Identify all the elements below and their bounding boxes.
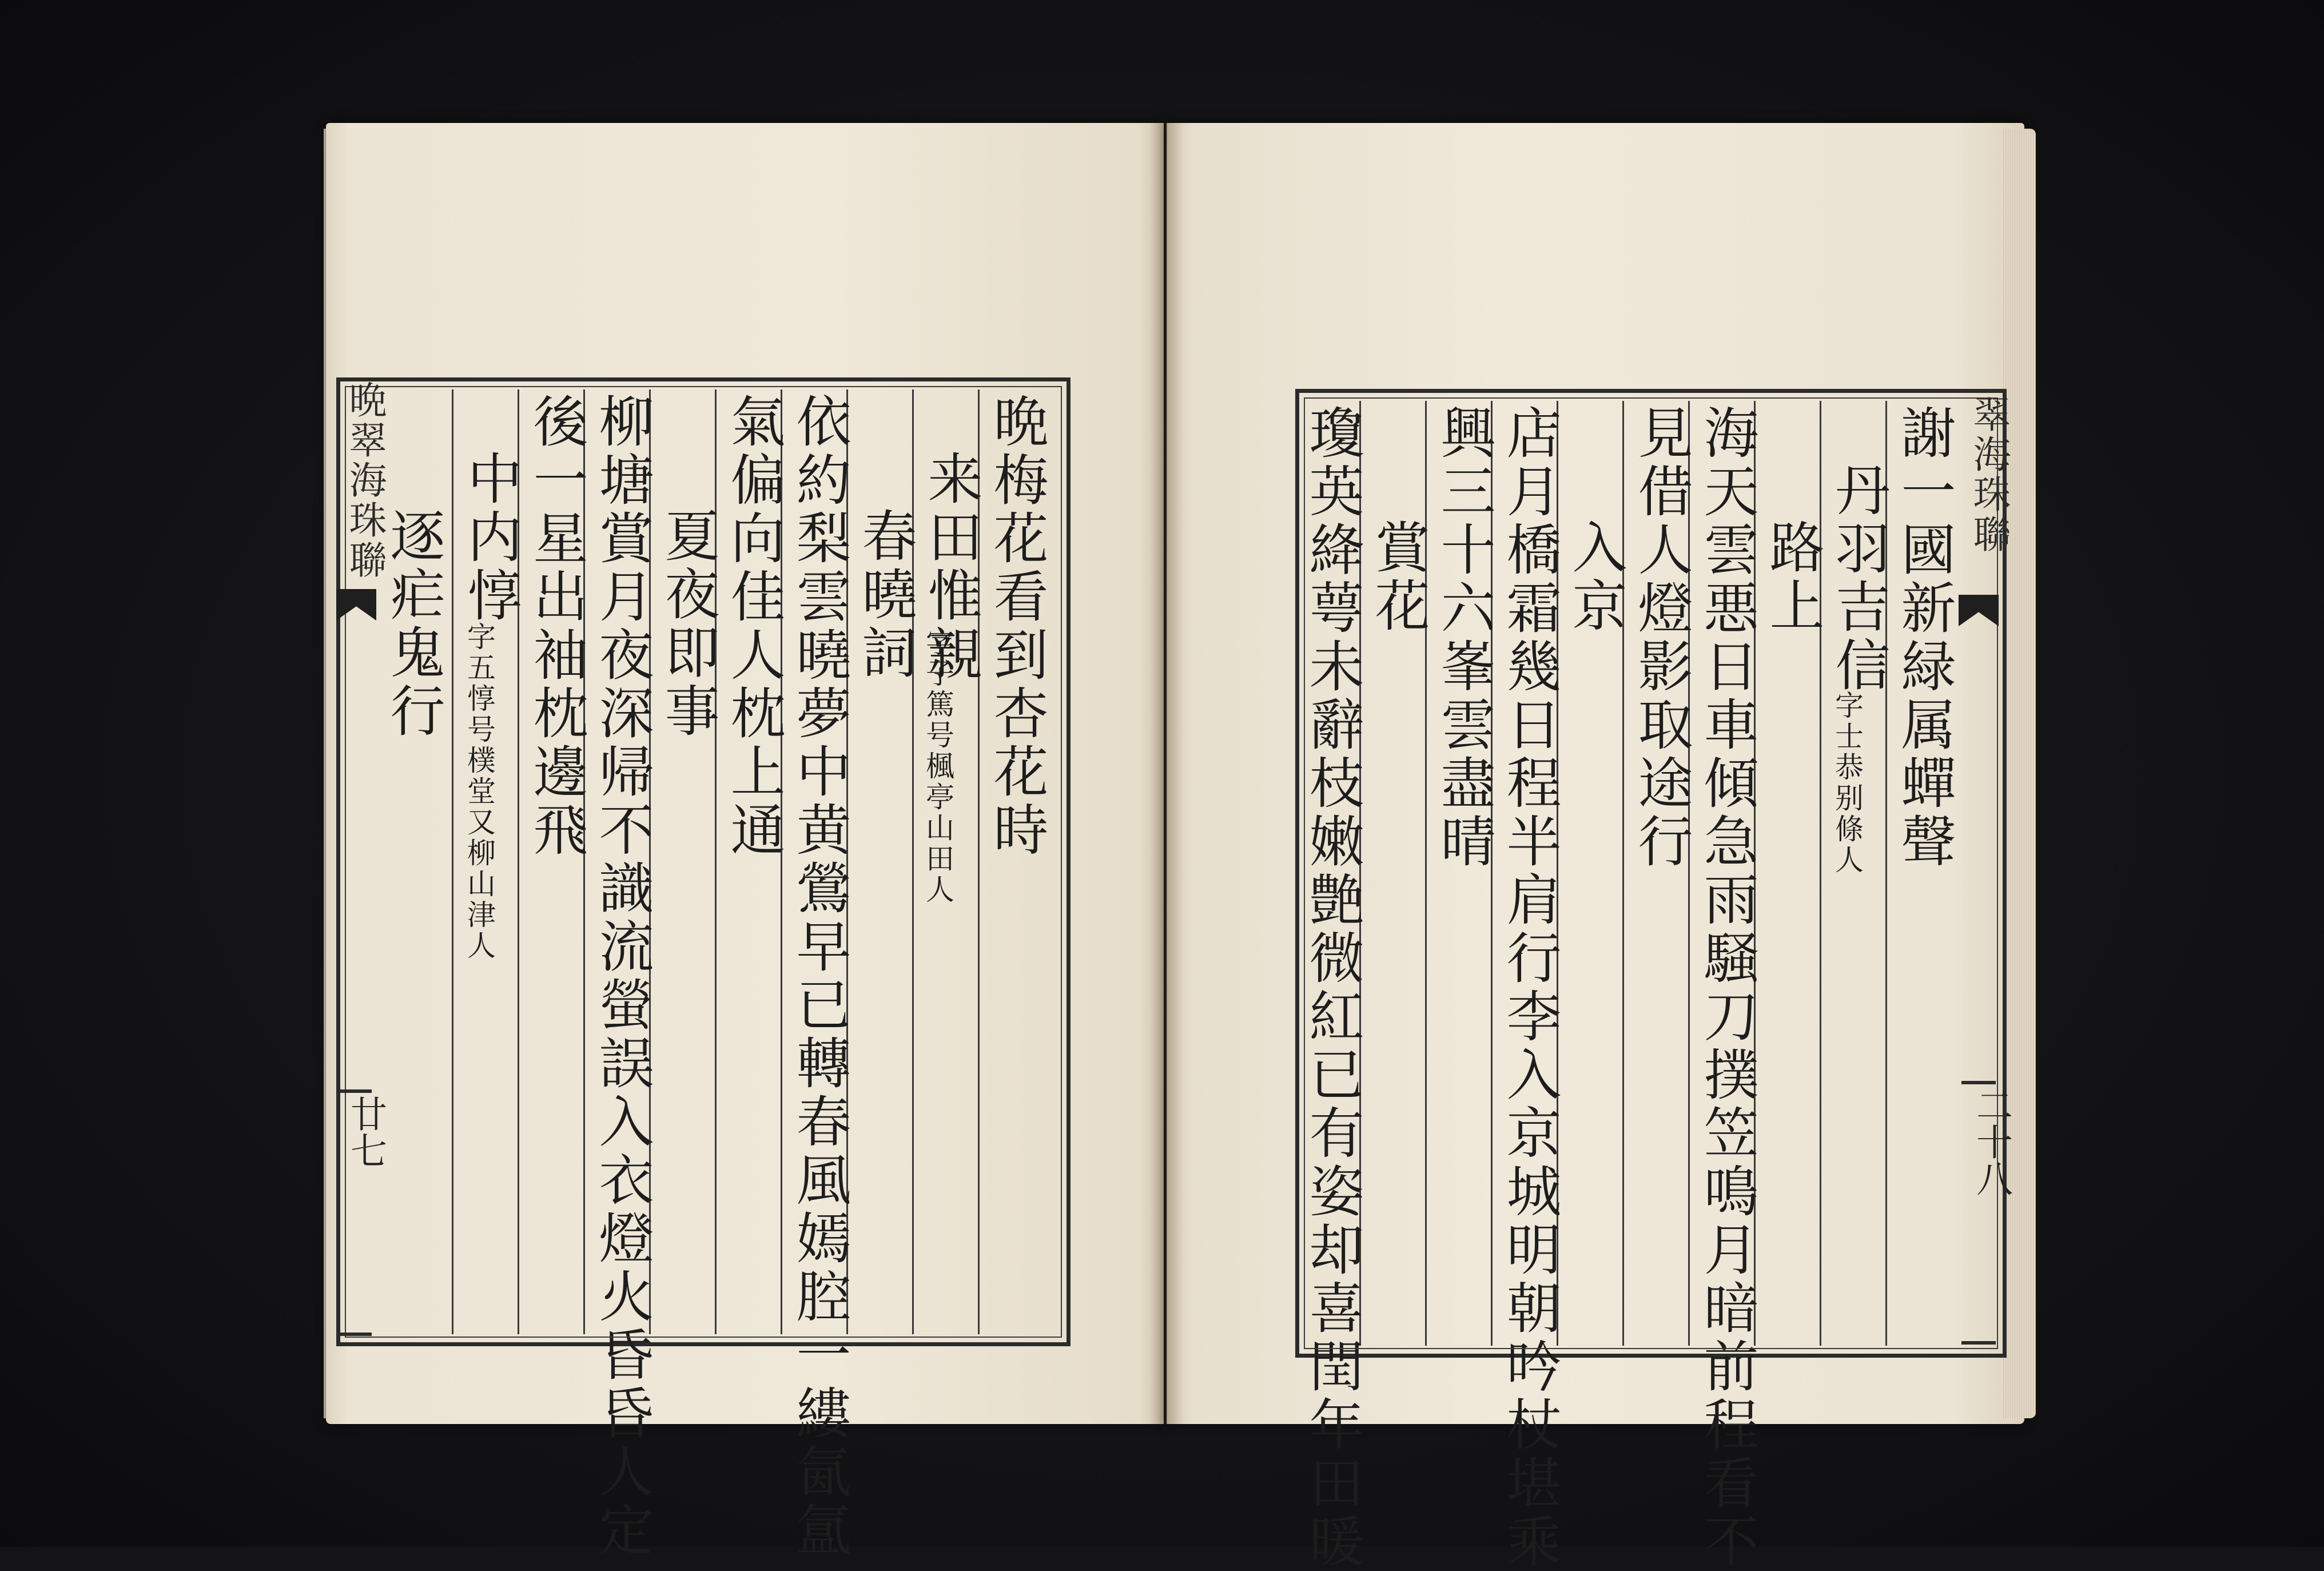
left-margin-title: 晩翠海珠聯: [343, 380, 387, 580]
column-rule: [1688, 401, 1690, 1346]
column-rule: [781, 389, 782, 1334]
column-rule: [978, 389, 980, 1334]
right-text-frame: [1295, 389, 2007, 1571]
author-note: 字士恭别條人: [1830, 690, 1864, 876]
poem-title: 夏夜即事: [656, 507, 720, 741]
text-column-5: 見借人燈影取途行: [1629, 404, 1693, 871]
column-rule: [649, 389, 651, 1334]
author-note: 字五惇号樸堂又柳山津人: [463, 622, 496, 961]
column-rule: [1425, 401, 1427, 1346]
text-column-4: 海天雲悪日車傾急雨騒刀撲笠鳴月暗前程看不: [1695, 404, 1759, 1571]
text-column-2: 丹羽吉信: [1826, 462, 1891, 695]
column-rule: [583, 389, 585, 1334]
column-rule: [846, 389, 848, 1334]
column-rule: [1820, 401, 1821, 1346]
poem-title: 逐疟鬼行: [381, 507, 445, 741]
column-rule: [1622, 401, 1624, 1346]
folio-line: [337, 1333, 372, 1336]
left-folio: 廿七: [344, 1095, 387, 1168]
book-spine-crease: [1149, 123, 1184, 1424]
folio-line: [1961, 1081, 1996, 1084]
column-rule: [1491, 401, 1493, 1346]
column-rule: [1754, 401, 1756, 1346]
text-column-1: 謝一國新緑属蟬聲: [1892, 404, 1956, 871]
text-column-8: 興三十六峯雲盡晴: [1432, 404, 1496, 871]
column-rule: [1885, 401, 1887, 1346]
text-column-9: 中内惇: [459, 450, 523, 625]
column-rule: [912, 389, 914, 1334]
column-rule: [1359, 401, 1361, 1346]
column-rule: [518, 389, 519, 1334]
poem-title: 春曉詞: [853, 507, 917, 682]
text-column-5: 氣偏向佳人枕上通: [722, 393, 786, 860]
text-column-7: 店月橋霜幾日程半肩行李入京城明朝吟杖堪乘: [1498, 404, 1562, 1571]
right-page-edges: [2001, 129, 2036, 1418]
text-column-2: 来田惟親: [919, 450, 983, 683]
folio-line: [337, 1089, 372, 1093]
right-folio: 二十八: [1970, 1087, 2012, 1196]
poem-title: 賞花: [1366, 519, 1430, 635]
text-column-7: 柳塘賞月夜深帰不識流螢誤入衣燈火昏昏人定: [590, 393, 654, 1560]
left-text-frame: [336, 377, 1071, 1560]
column-rule: [452, 389, 453, 1334]
poem-title: 入京: [1563, 519, 1627, 635]
right-margin-title: 翠海珠聯: [1967, 395, 2011, 555]
poem-title: 路上: [1761, 519, 1825, 635]
text-column-8: 後一星出袖枕邊飛: [524, 393, 588, 860]
folio-line: [1961, 1341, 1996, 1345]
column-rule: [715, 389, 717, 1334]
column-rule: [1557, 401, 1558, 1346]
text-column-4: 依約梨雲曉夢中黄鶯早已轉春風嫣腔一縷氤氲: [787, 393, 851, 1560]
text-column-10: 瓊英絳萼未辭枝嫩艶微紅已有姿却喜閏年田暖: [1300, 404, 1364, 1571]
text-column-1: 晩梅花看到杏花時: [985, 393, 1049, 860]
author-note: 字子篤号楓亭山田人: [921, 627, 954, 905]
